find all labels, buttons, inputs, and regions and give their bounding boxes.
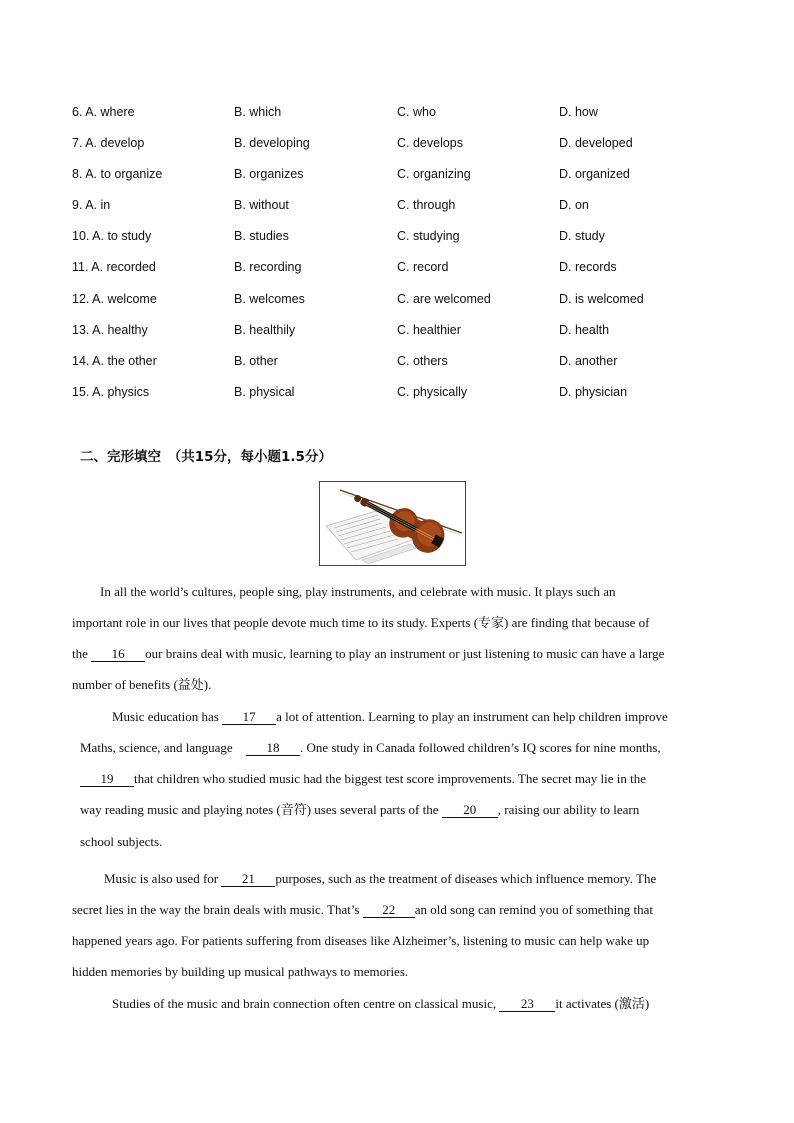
answer-options bbox=[72, 102, 732, 413]
option-b: B. other bbox=[234, 353, 278, 368]
option-a: 8. A. to organize bbox=[72, 167, 163, 182]
option-c: C. organizing bbox=[397, 167, 471, 182]
passage-text: . One study in Canada followed children’s IQ scores for nine months, bbox=[299, 740, 661, 755]
option-b: B. healthily bbox=[234, 322, 296, 337]
option-d: D. another bbox=[559, 353, 618, 368]
passage-text: the bbox=[72, 646, 92, 661]
option-a: 9. A. in bbox=[72, 198, 111, 213]
option-c: C. through bbox=[397, 198, 456, 213]
option-row-6 bbox=[72, 102, 732, 133]
option-a: 14. A. the other bbox=[72, 353, 157, 368]
passage-text: way reading music and playing notes (音符) uses several parts of the bbox=[80, 802, 442, 817]
passage-text: our brains deal with music, learning to play an instrument or just listening to music can have a large bbox=[145, 646, 665, 661]
passage-text: Music education has bbox=[112, 709, 223, 724]
blank-21[interactable]: 21 bbox=[221, 871, 275, 887]
blank-23[interactable]: 23 bbox=[499, 996, 555, 1012]
option-a: 6. A. where bbox=[72, 105, 135, 119]
option-d: D. records bbox=[559, 260, 617, 275]
passage-text: that children who studied music had the biggest test score improvements. The secret may lie in the bbox=[134, 771, 647, 786]
passage-line: important role in our lives that people devote much time to its study. Experts (专家) are finding that because of bbox=[72, 615, 650, 630]
option-b: B. studies bbox=[234, 229, 289, 244]
option-d: D. how bbox=[559, 105, 598, 119]
option-c: C. who bbox=[397, 105, 436, 119]
option-c: C. physically bbox=[397, 384, 468, 399]
passage-line: number of benefits (益处). bbox=[72, 677, 212, 692]
passage-text: an old song can remind you of something that bbox=[414, 902, 654, 917]
passage-line bbox=[112, 707, 668, 727]
option-d: D. physician bbox=[559, 384, 628, 399]
option-row-13 bbox=[72, 320, 732, 351]
option-d: D. on bbox=[559, 198, 589, 213]
option-a: 11. A. recorded bbox=[72, 260, 156, 275]
option-b: B. without bbox=[234, 198, 289, 213]
option-d: D. health bbox=[559, 322, 610, 337]
option-c: C. healthier bbox=[397, 322, 461, 337]
option-row-14 bbox=[72, 351, 732, 382]
passage-line: happened years ago. For patients suffering from diseases like Alzheimer’s, listening to music can help wake up bbox=[72, 933, 650, 948]
option-row-11 bbox=[72, 257, 732, 288]
passage-text: purposes, such as the treatment of diseases which influence memory. The bbox=[275, 871, 657, 886]
blank-17[interactable]: 17 bbox=[222, 709, 276, 725]
option-row-7 bbox=[72, 133, 732, 164]
passage-line bbox=[72, 644, 664, 664]
blank-19[interactable]: 19 bbox=[80, 771, 134, 787]
passage-text: a lot of attention. Learning to play an instrument can help children improve bbox=[276, 709, 668, 724]
passage-line: school subjects. bbox=[80, 834, 163, 849]
passage-line bbox=[104, 869, 656, 889]
option-a: 13. A. healthy bbox=[72, 322, 148, 337]
passage-line bbox=[80, 769, 646, 789]
passage-line bbox=[112, 994, 649, 1014]
violin-image bbox=[319, 481, 466, 566]
blank-18[interactable]: 18 bbox=[246, 740, 300, 756]
option-d: D. developed bbox=[559, 136, 633, 151]
option-b: B. organizes bbox=[234, 167, 304, 182]
option-c: C. develops bbox=[397, 136, 464, 151]
passage-line bbox=[80, 800, 639, 820]
passage-text: Studies of the music and brain connection often centre on classical music, bbox=[112, 996, 500, 1011]
option-row-10 bbox=[72, 226, 732, 257]
option-c: C. record bbox=[397, 260, 449, 275]
option-a: 7. A. develop bbox=[72, 136, 145, 151]
blank-16[interactable]: 16 bbox=[91, 646, 145, 662]
option-c: C. others bbox=[397, 353, 448, 368]
option-row-12 bbox=[72, 289, 732, 320]
option-d: D. study bbox=[559, 229, 605, 244]
blank-20[interactable]: 20 bbox=[442, 802, 498, 818]
blank-22[interactable]: 22 bbox=[363, 902, 415, 918]
passage-text: , raising our ability to learn bbox=[497, 802, 640, 817]
section-title: 二、完形填空 （共15分，每小题1.5分） bbox=[80, 449, 332, 465]
option-row-15 bbox=[72, 382, 732, 413]
violin-illustration bbox=[320, 482, 465, 565]
option-c: C. studying bbox=[397, 229, 460, 244]
passage-line: hidden memories by building up musical pathways to memories. bbox=[72, 964, 409, 979]
option-a: 10. A. to study bbox=[72, 229, 152, 244]
option-b: B. which bbox=[234, 105, 282, 119]
passage-line: In all the world’s cultures, people sing, play instruments, and celebrate with music. It plays such an bbox=[100, 584, 616, 599]
option-row-8 bbox=[72, 164, 732, 195]
passage-text: secret lies in the way the brain deals with music. That’s bbox=[72, 902, 363, 917]
option-a: 15. A. physics bbox=[72, 384, 150, 399]
option-b: B. recording bbox=[234, 260, 302, 275]
passage-text: Music is also used for bbox=[104, 871, 222, 886]
option-d: D. organized bbox=[559, 167, 630, 182]
passage-text: it activates (激活) bbox=[555, 996, 650, 1011]
passage-text: Maths, science, and language bbox=[80, 740, 236, 755]
passage-line bbox=[80, 738, 661, 758]
passage-line bbox=[72, 900, 653, 920]
option-b: B. physical bbox=[234, 384, 295, 399]
option-row-9 bbox=[72, 195, 732, 226]
option-c: C. are welcomed bbox=[397, 291, 491, 306]
option-b: B. developing bbox=[234, 136, 310, 151]
option-b: B. welcomes bbox=[234, 291, 305, 306]
option-d: D. is welcomed bbox=[559, 291, 644, 306]
option-a: 12. A. welcome bbox=[72, 291, 157, 306]
